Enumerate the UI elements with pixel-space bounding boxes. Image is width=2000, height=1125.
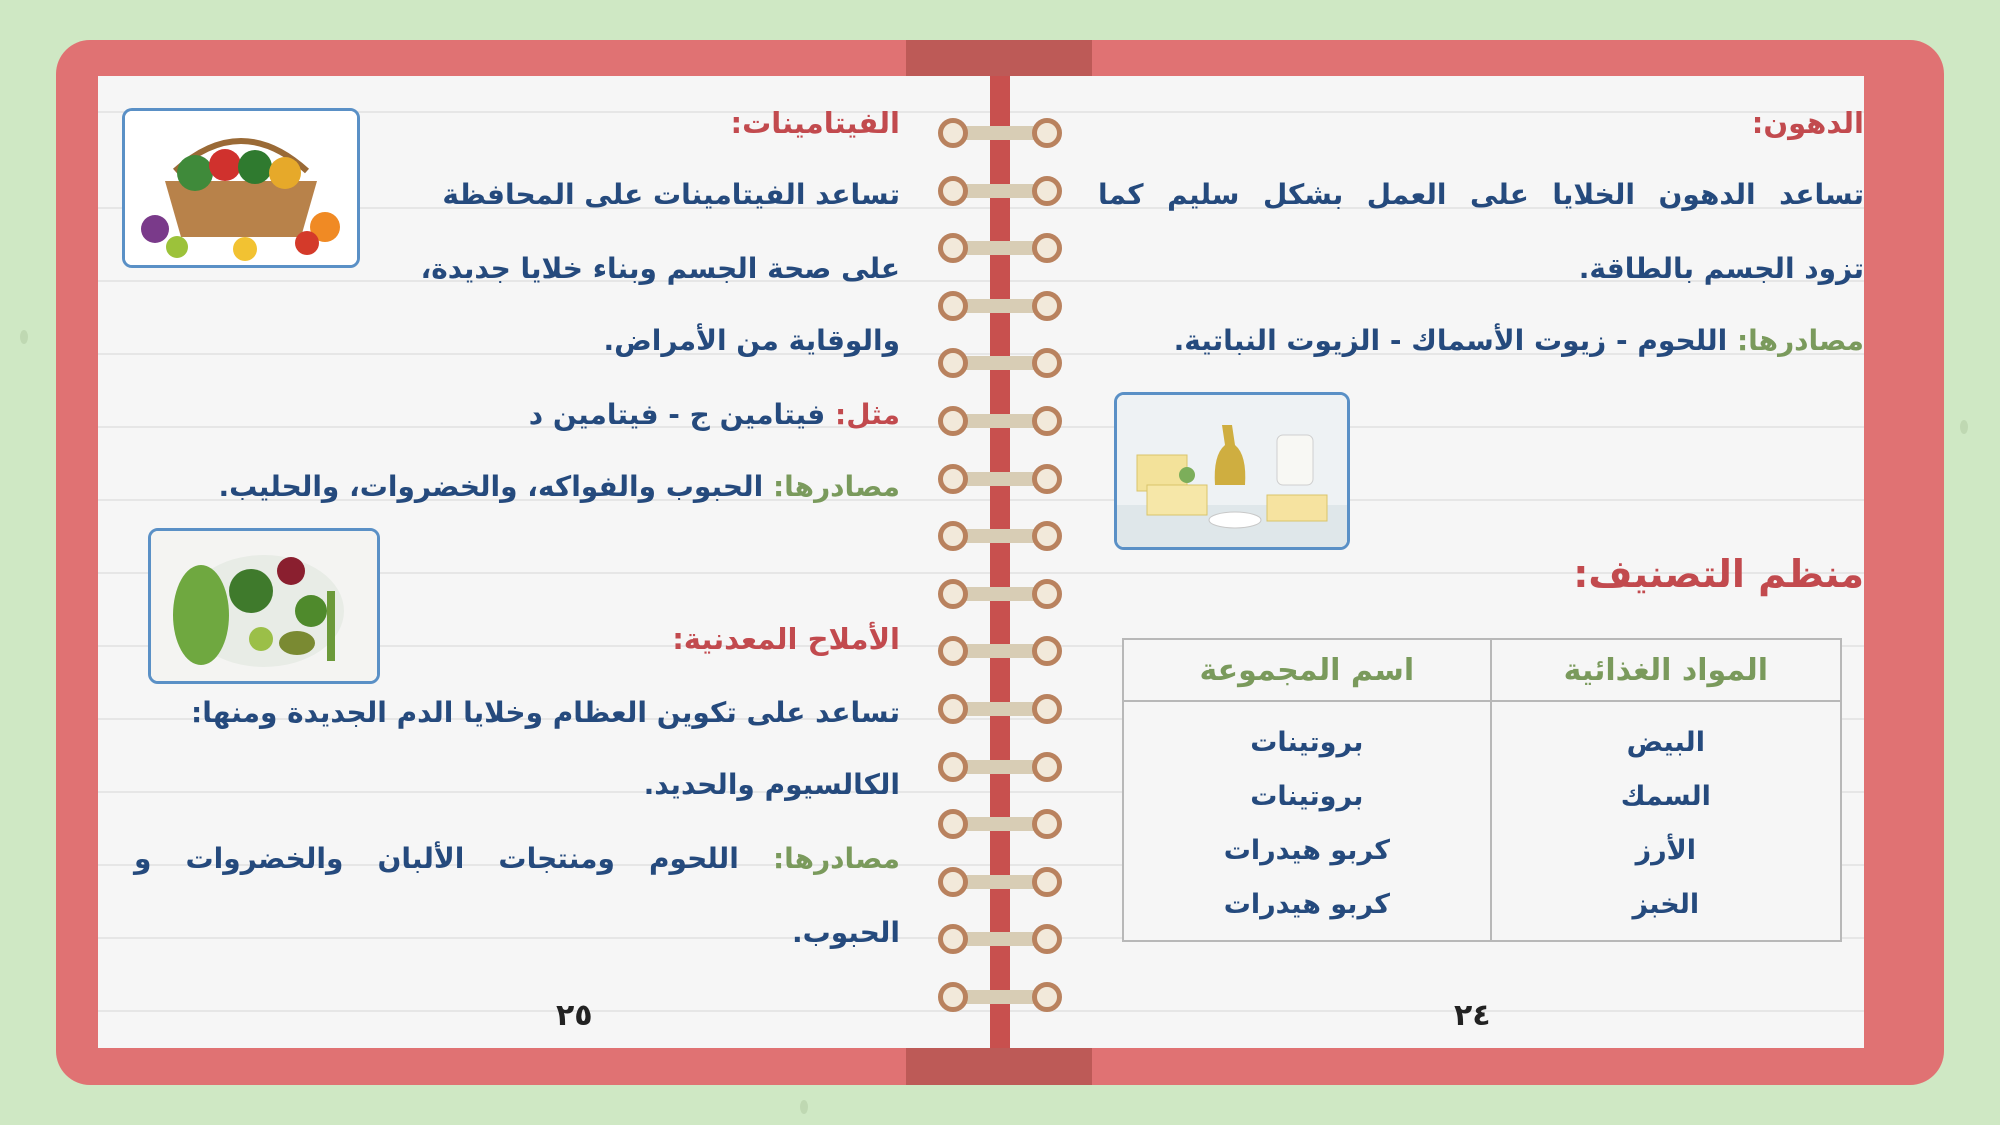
oils-butter-icon [1117, 395, 1347, 547]
vitamins-example [529, 398, 900, 431]
spiral-ring [938, 636, 1062, 666]
fruit-basket-photo [122, 108, 360, 268]
vitamins-sources-label: مصادرها: [772, 470, 900, 503]
fats-sources [1174, 324, 1864, 357]
table-cell-food: البيض [1491, 701, 1841, 769]
background-dot [20, 330, 28, 344]
vitamins-text-line2: على صحة الجسم وبناء خلايا جديدة، [420, 252, 900, 285]
table-row [1123, 877, 1841, 941]
minerals-text-line2: الكالسيوم والحديد. [643, 768, 900, 801]
vegetables-plate-photo [148, 528, 380, 684]
spiral-ring [938, 694, 1062, 724]
table-header-group: اسم المجموعة [1123, 639, 1491, 701]
page-number-right: ٢٤ [1454, 998, 1491, 1033]
vitamins-text-line3: والوقاية من الأمراض. [603, 324, 900, 357]
spiral-ring [938, 867, 1062, 897]
table-row [1123, 769, 1841, 823]
spiral-ring [938, 118, 1062, 148]
organizer-title: منظم التصنيف: [1573, 552, 1864, 596]
fats-heading: الدهون: [1751, 106, 1864, 140]
spiral-ring [938, 176, 1062, 206]
classification-table [1122, 638, 1842, 942]
fruit-basket-icon [125, 111, 357, 265]
oils-butter-photo [1114, 392, 1350, 550]
background-dot [800, 1100, 808, 1114]
spiral-ring [938, 233, 1062, 263]
table-cell-group: بروتينات [1123, 701, 1491, 769]
minerals-sources [134, 842, 900, 875]
spiral-ring [938, 464, 1062, 494]
spiral-ring [938, 579, 1062, 609]
table-header-row [1123, 639, 1841, 701]
vegetables-plate-icon [151, 531, 377, 681]
minerals-heading: الأملاح المعدنية: [672, 622, 900, 656]
minerals-sources-label: مصادرها: [772, 842, 900, 875]
fats-text-line2: تزود الجسم بالطاقة. [1578, 252, 1864, 285]
spiral-ring [938, 291, 1062, 321]
table-cell-food: الأرز [1491, 823, 1841, 877]
table-cell-group: كربو هيدرات [1123, 823, 1491, 877]
spiral-ring [938, 982, 1062, 1012]
table-cell-group: كربو هيدرات [1123, 877, 1491, 941]
vitamins-text-line1: تساعد الفيتامينات على المحافظة [442, 178, 900, 211]
notebook-center-binding [990, 76, 1010, 1048]
spiral-ring [938, 924, 1062, 954]
example-label: مثل: [835, 398, 900, 431]
table-cell-group: بروتينات [1123, 769, 1491, 823]
fats-sources-label: مصادرها: [1736, 324, 1864, 357]
spiral-ring [938, 348, 1062, 378]
minerals-text-line1: تساعد على تكوين العظام وخلايا الدم الجديدة ومنها: [191, 696, 900, 729]
table-row [1123, 823, 1841, 877]
example-text: فيتامين ج - فيتامين د [528, 398, 826, 431]
vitamins-sources [219, 470, 901, 503]
table-row [1123, 701, 1841, 769]
vitamins-heading: الفيتامينات: [730, 106, 900, 140]
spiral-ring [938, 752, 1062, 782]
fats-sources-text: اللحوم - زيوت الأسماك - الزيوت النباتية. [1173, 324, 1728, 357]
page-number-left: ٢٥ [556, 998, 593, 1033]
spiral-ring [938, 406, 1062, 436]
vitamins-sources-text: الحبوب والفواكه، والخضروات، والحليب. [218, 470, 764, 503]
fats-text-line1: تساعد الدهون الخلايا على العمل بشكل سليم كما [1098, 178, 1864, 211]
table-cell-food: السمك [1491, 769, 1841, 823]
background-dot [1960, 420, 1968, 434]
minerals-sources-text: اللحوم ومنتجات الألبان والخضروات و [134, 842, 739, 875]
table-cell-food: الخبز [1491, 877, 1841, 941]
minerals-sources-line2: الحبوب. [791, 916, 900, 949]
table-header-food: المواد الغذائية [1491, 639, 1841, 701]
spiral-ring [938, 809, 1062, 839]
spiral-ring [938, 521, 1062, 551]
